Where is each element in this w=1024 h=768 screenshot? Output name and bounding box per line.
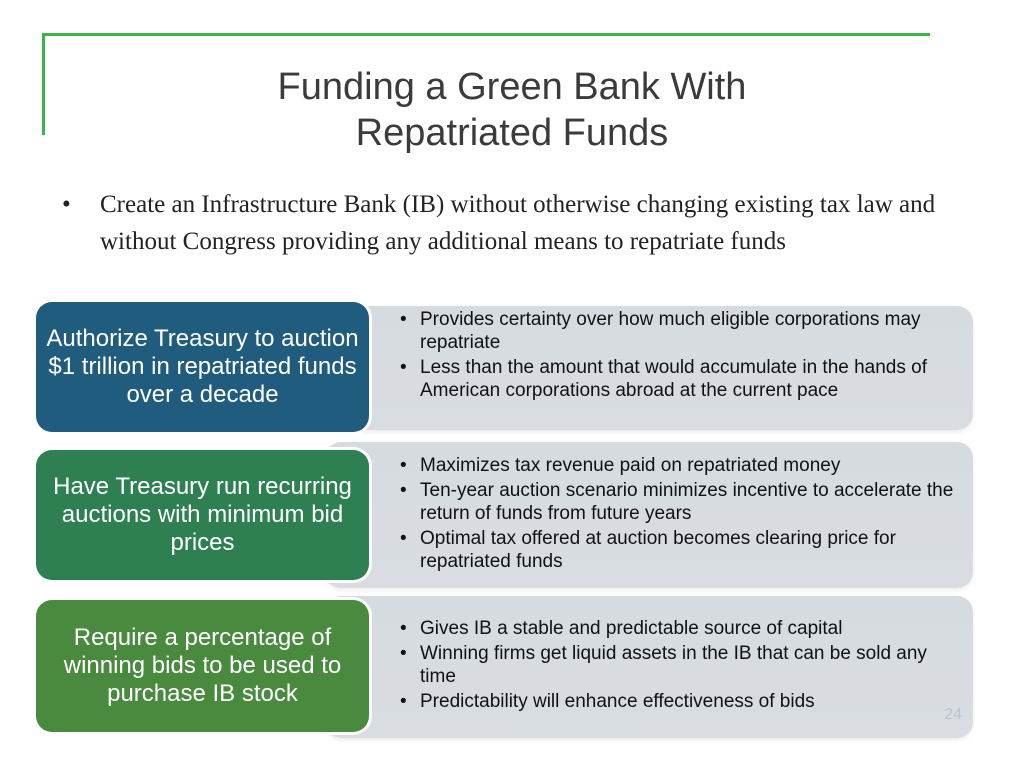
row-1-label-text: Authorize Treasury to auction $1 trillion in repatriated funds over a decade [46,325,359,408]
slide-title-line-1: Funding a Green Bank With [277,66,747,108]
row-2-bullet-2: • Ten-year auction scenario minimizes incentive to accelerate the return of funds from future years [400,480,954,524]
row-3-label-text: Require a percentage of winning bids to be used to purchase IB stock [63,624,342,707]
row-1-bullet-2: • Less than the amount that would accumulate in the hands of American corporations abroad at the current pace [400,357,927,401]
row-2-label-box [36,450,369,580]
row-2-bullet-list [398,454,958,575]
slide-title [0,64,1024,156]
row-3-bullet-2: • Winning firms get liquid assets in the IB that can be sold any time [400,643,927,687]
intro-bullet-text: Create an Infrastructure Bank (IB) without otherwise changing existing tax law and without Congress providing any additional means to repatriate funds [100,191,936,255]
intro-bullet-mark: • [62,191,71,218]
page-number: 24 [944,706,962,723]
row-2-bullet-1: • Maximizes tax revenue paid on repatriated money [400,455,841,476]
row-2-bullet-3: • Optimal tax offered at auction becomes clearing price for repatriated funds [400,528,896,572]
row-1-label-box [36,302,369,432]
intro-bullet-item [62,186,982,260]
slide-title-line-2: Repatriated Funds [355,112,669,154]
row-3-bullet-list [398,617,958,715]
row-2-label-text: Have Treasury run recurring auctions with minimum bid prices [53,473,352,556]
row-1-bullet-list [398,308,958,404]
top-accent-line [42,33,930,36]
row-3-bullet-1: • Gives IB a stable and predictable source of capital [400,618,843,639]
row-3-bullet-3: • Predictability will enhance effectiveness of bids [400,691,815,712]
row-1-bullet-1: • Provides certainty over how much eligible corporations may repatriate [400,309,921,353]
row-3-label-box [36,600,369,732]
